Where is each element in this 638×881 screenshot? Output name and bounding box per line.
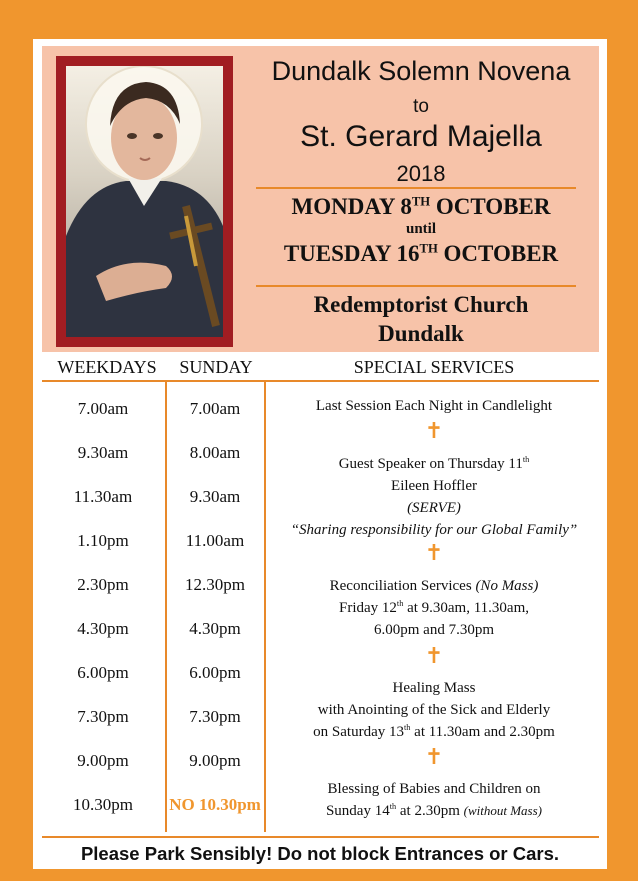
reconciliation-times-text: at 9.30am, 11.30am, — [403, 600, 529, 616]
weekday-time: 9.30am — [77, 443, 129, 462]
title-year: 2018 — [396, 161, 446, 186]
flyer — [33, 39, 607, 869]
service-guest-speaker — [267, 453, 601, 475]
reconciliation-times-2: 6.00pm and 7.30pm — [374, 622, 494, 638]
sunday-time: 11.00am — [185, 531, 245, 550]
saint-portrait — [66, 66, 223, 337]
sunday-time: NO 10.30pm — [169, 795, 261, 814]
reconciliation-note: (No Mass) — [475, 578, 539, 594]
special-services-header: SPECIAL SERVICES — [353, 357, 515, 377]
end-date-suffix: TH — [419, 241, 438, 256]
sunday-time: 12.30pm — [185, 575, 245, 594]
guest-speaker-date: Guest Speaker on Thursday 11 — [338, 456, 523, 472]
church-town: Dundalk — [378, 321, 464, 346]
divider — [256, 187, 576, 189]
weekday-time: 11.30am — [73, 487, 133, 506]
title-line-3: St. Gerard Majella — [300, 120, 542, 153]
start-date — [246, 194, 596, 220]
sunday-time: 4.30pm — [189, 619, 241, 638]
reconciliation-day: Friday 12 — [338, 600, 397, 616]
sunday-time: 7.30pm — [189, 707, 241, 726]
cross-icon: ✝ — [424, 744, 444, 769]
title-line-2: to — [413, 96, 429, 117]
header-panel — [42, 46, 599, 352]
healing-mass-day: on Saturday 13 — [313, 724, 404, 740]
reconciliation-day-suffix: th — [396, 599, 404, 608]
blessing-times — [267, 800, 601, 822]
cross-icon: ✝ — [424, 418, 444, 443]
reconciliation-times — [267, 597, 601, 619]
speaker-org: (SERVE) — [407, 500, 461, 516]
healing-mass-day-suffix: th — [403, 723, 411, 732]
blessing-time: at 2.30pm — [396, 803, 464, 819]
start-date-day: MONDAY 8 — [291, 194, 412, 219]
service-blessing: Blessing of Babies and Children on — [327, 781, 541, 797]
blessing-day-suffix: th — [389, 802, 397, 811]
sunday-header: SUNDAY — [179, 357, 253, 377]
healing-mass-times-text: at 11.30am and 2.30pm — [410, 724, 555, 740]
start-date-suffix: TH — [411, 194, 431, 209]
sunday-time: 9.00pm — [189, 751, 241, 770]
speaker-topic: “Sharing responsibility for our Global Family” — [290, 522, 578, 538]
guest-speaker-date-suffix: th — [522, 455, 530, 464]
weekday-time: 7.00am — [77, 399, 129, 418]
until-label: until — [405, 221, 436, 237]
weekday-time: 7.30pm — [77, 707, 129, 726]
weekday-time: 6.00pm — [77, 663, 129, 682]
healing-mass-detail: with Anointing of the Sick and Elderly — [317, 702, 551, 718]
weekday-time: 4.30pm — [77, 619, 129, 638]
service-healing-mass: Healing Mass — [392, 680, 476, 696]
end-date — [246, 241, 596, 267]
reconciliation-label: Reconciliation Services — [329, 578, 476, 594]
header-rule — [42, 380, 599, 382]
sunday-time: 6.00pm — [189, 663, 241, 682]
weekday-time: 1.10pm — [77, 531, 129, 550]
sunday-time: 7.00am — [189, 399, 241, 418]
speaker-name: Eileen Hoffler — [391, 478, 477, 494]
portrait-frame — [56, 56, 233, 347]
healing-mass-times — [267, 721, 601, 743]
blessing-note: (without Mass) — [463, 803, 543, 818]
church-name: Redemptorist Church — [313, 292, 529, 317]
cross-icon: ✝ — [424, 540, 444, 565]
parking-notice: Please Park Sensibly! Do not block Entrances or Cars. — [80, 843, 560, 864]
weekdays-header: WEEKDAYS — [57, 357, 157, 377]
footer-rule — [42, 836, 599, 838]
divider — [256, 285, 576, 287]
weekday-time: 10.30pm — [73, 795, 133, 814]
service-candlelight: Last Session Each Night in Candlelight — [315, 398, 553, 414]
sunday-time: 8.00am — [189, 443, 241, 462]
blessing-day: Sunday 14 — [325, 803, 390, 819]
end-date-day: TUESDAY 16 — [283, 241, 420, 266]
cross-icon: ✝ — [424, 643, 444, 668]
weekday-time: 2.30pm — [77, 575, 129, 594]
sunday-time: 9.30am — [189, 487, 241, 506]
weekday-time: 9.00pm — [77, 751, 129, 770]
service-reconciliation — [267, 575, 601, 597]
end-date-month: OCTOBER — [437, 241, 559, 266]
start-date-month: OCTOBER — [430, 194, 551, 219]
saint-portrait-image — [66, 66, 223, 337]
title-line-1: Dundalk Solemn Novena — [271, 56, 571, 86]
